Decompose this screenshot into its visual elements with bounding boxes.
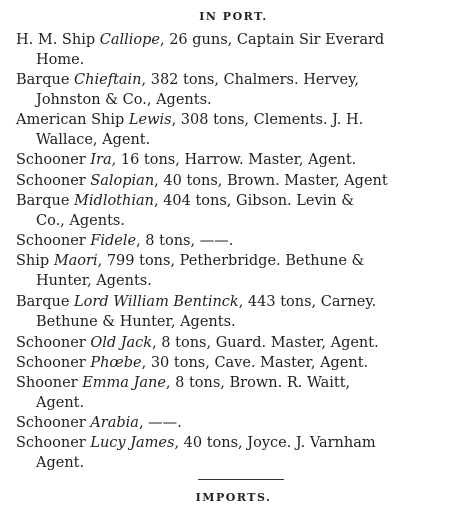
ship-entry — [16, 70, 456, 110]
ship-entry — [16, 251, 456, 291]
vessel-type: H. M. Ship — [16, 32, 100, 48]
entry-line-2: Hunter, Agents. — [36, 273, 152, 289]
section-heading-in-port: IN PORT. — [199, 10, 268, 23]
vessel-details: , 443 tons, Carney. — [238, 294, 377, 310]
vessel-details: , 40 tons, Brown. Master, Agent — [154, 173, 388, 189]
vessel-details: , 40 tons, Joyce. J. Varnham — [174, 435, 376, 451]
ship-entry — [16, 333, 456, 353]
vessel-details: , 8 tons, Guard. Master, Agent. — [152, 335, 379, 351]
entry-line-1 — [16, 30, 456, 50]
ship-entry — [16, 353, 456, 373]
entry-line-2: Co., Agents. — [36, 213, 125, 229]
vessel-type: American Ship — [16, 112, 129, 128]
entry-line-1 — [16, 171, 456, 191]
vessel-type: Schooner — [16, 152, 91, 168]
ship-entry — [16, 292, 456, 332]
vessel-name: Lewis — [128, 112, 172, 128]
vessel-details: , 308 tons, Clements. J. H. — [171, 112, 364, 128]
vessel-details: , 799 tons, Petherbridge. Bethune & — [97, 253, 365, 269]
vessel-details: , 30 tons, Cave. Master, Agent. — [141, 355, 369, 371]
entry-line-1 — [16, 70, 456, 90]
ship-entry — [16, 413, 456, 433]
vessel-details: , ——. — [138, 415, 182, 431]
entry-line-1 — [16, 292, 456, 312]
entry-line-1 — [16, 433, 456, 453]
vessel-name: Lucy James — [90, 435, 175, 451]
vessel-name: Lord William Bentinck — [74, 294, 239, 310]
entry-line-2: Agent. — [36, 395, 85, 411]
ship-entry — [16, 231, 456, 251]
vessel-name: Maori — [53, 253, 98, 269]
vessel-name: Chieftain — [74, 72, 142, 88]
section-heading-imports: IMPORTS. — [195, 491, 272, 504]
entry-line-2: Agent. — [36, 455, 85, 471]
entry-line-2: Wallace, Agent. — [36, 132, 151, 148]
entry-line-1 — [16, 251, 456, 271]
vessel-name: Ira — [90, 152, 112, 168]
ship-entry — [16, 191, 456, 231]
section-divider — [198, 479, 284, 480]
vessel-type: Barque — [16, 72, 75, 88]
vessel-type: Schooner — [16, 233, 91, 249]
vessel-name: Phœbe — [90, 355, 142, 371]
vessel-details: , 8 tons, ——. — [136, 233, 234, 249]
vessel-details: , 26 guns, Captain Sir Everard — [159, 32, 385, 48]
ship-entry — [16, 373, 456, 413]
ship-entry — [16, 433, 456, 473]
ship-entry — [16, 150, 456, 170]
vessel-name: Arabia — [90, 415, 139, 431]
ship-entry — [16, 171, 456, 191]
vessel-type: Schooner — [16, 415, 91, 431]
entry-line-2: Home. — [36, 52, 85, 68]
vessel-type: Barque — [16, 294, 75, 310]
vessel-type: Ship — [16, 253, 54, 269]
vessel-type: Shooner — [16, 375, 83, 391]
vessel-type: Schooner — [16, 335, 91, 351]
entry-line-1 — [16, 231, 456, 251]
vessel-name: Calliope — [99, 32, 160, 48]
vessel-type: Schooner — [16, 173, 91, 189]
entry-line-2: Johnston & Co., Agents. — [36, 92, 212, 108]
entry-line-1 — [16, 333, 456, 353]
ship-entry — [16, 110, 456, 150]
entry-line-1 — [16, 413, 456, 433]
vessel-type: Barque — [16, 193, 75, 209]
vessel-details: , 404 tons, Gibson. Levin & — [153, 193, 355, 209]
vessel-details: , 16 tons, Harrow. Master, Agent. — [111, 152, 357, 168]
vessel-type: Schooner — [16, 435, 91, 451]
vessel-name: Fidele — [90, 233, 137, 249]
ship-entry — [16, 30, 456, 70]
vessel-name: Midlothian — [74, 193, 154, 209]
vessel-name: Emma Jane — [82, 375, 166, 391]
vessel-type: Schooner — [16, 355, 91, 371]
vessel-details: , 382 tons, Chalmers. Hervey, — [141, 72, 360, 88]
entry-line-1 — [16, 191, 456, 211]
entry-line-2: Bethune & Hunter, Agents. — [36, 314, 236, 330]
vessel-name: Salopian — [90, 173, 155, 189]
entry-line-1 — [16, 373, 456, 393]
entry-line-1 — [16, 110, 456, 130]
entry-line-1 — [16, 150, 456, 170]
vessel-details: , 8 tons, Brown. R. Waitt, — [165, 375, 351, 391]
vessel-name: Old Jack — [90, 335, 153, 351]
entry-line-1 — [16, 353, 456, 373]
